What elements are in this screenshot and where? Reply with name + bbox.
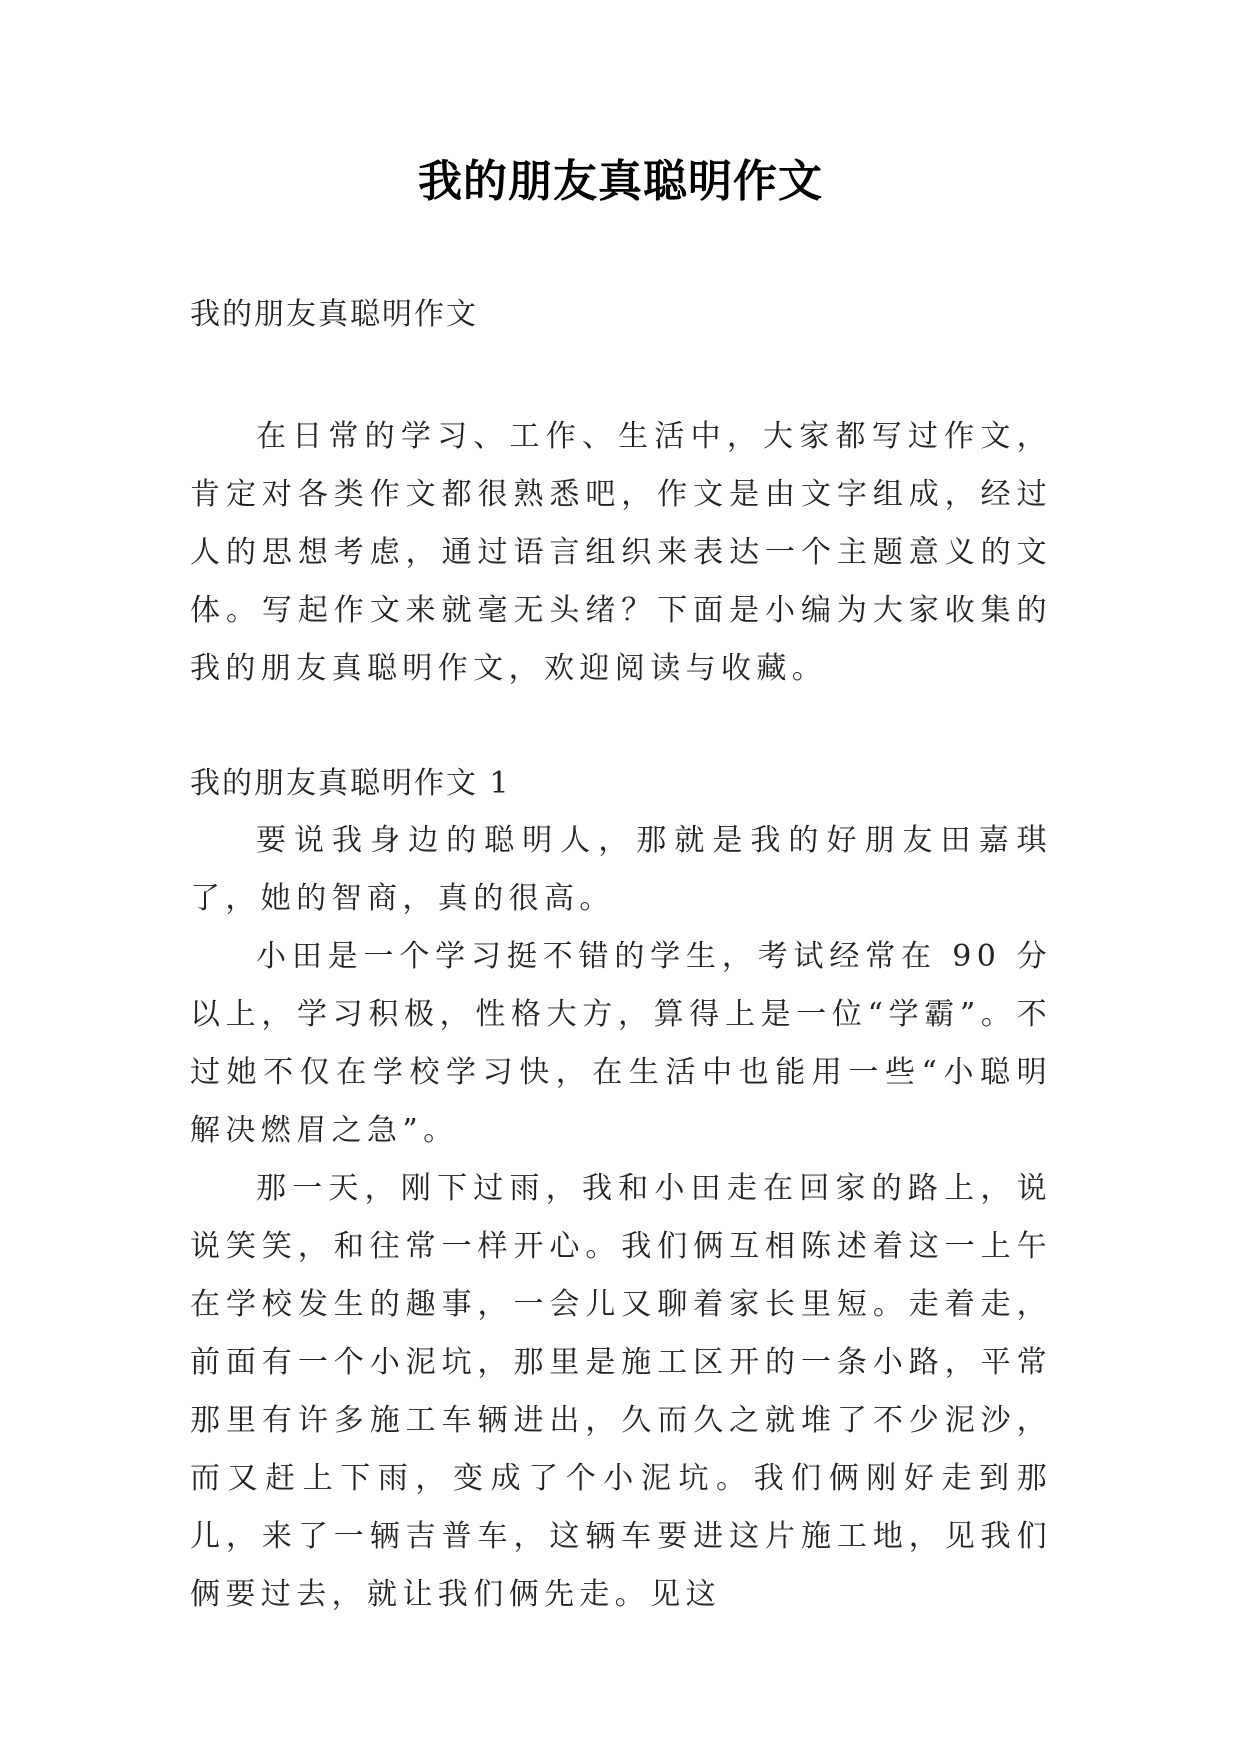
document-subtitle: 我的朋友真聪明作文	[190, 297, 478, 332]
intro-paragraph: 在日常的学习、工作、生活中，大家都写过作文，肯定对各类作文都很熟悉吧，作文是由文字组成，经过人的思想考虑，通过语言组织来表达一个主题意义的文体。写起作文来就毫无头绪？下面是小编为大家收集的我的朋友真聪明作文，欢迎阅读与收藏。	[190, 419, 1052, 686]
essay-paragraph-2: 小田是一个学习挺不错的学生，考试经常在 90 分以上，学习积极，性格大方，算得上是一位“学霸”。不过她不仅在学校学习快，在生活中也能用一些“小聪明解决燃眉之急”。	[190, 939, 1052, 1148]
intro-block	[190, 408, 1052, 698]
essay-paragraph-1: 要说我身边的聪明人，那就是我的好朋友田嘉琪了，她的智商，真的很高。	[190, 823, 1052, 916]
section-heading: 我的朋友真聪明作文 1	[190, 766, 511, 801]
essay-paragraph-3: 那一天，刚下过雨，我和小田走在回家的路上，说说笑笑，和往常一样开心。我们俩互相陈述着这一上午在学校发生的趣事，一会儿又聊着家长里短。走着走，前面有一个小泥坑，那里是施工区开的一条小路，平常那里有许多施工车辆进出，久而久之就堆了不少泥沙，而又赶上下雨，变成了个小泥坑。我们俩刚好走到那儿，来了一辆吉普车，这辆车要进这片施工地，见我们俩要过去，就让我们俩先走。见这	[190, 1171, 1052, 1612]
document-title: 我的朋友真聪明作文	[418, 156, 823, 207]
essay-body	[190, 812, 1052, 1624]
